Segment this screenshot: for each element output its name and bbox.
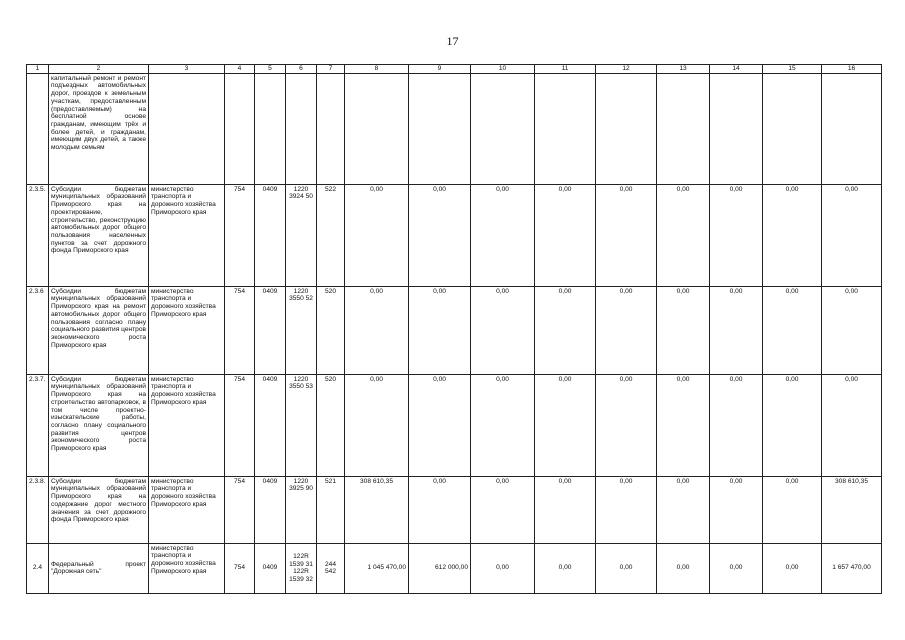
- amount-cell: 308 610,35: [345, 476, 409, 543]
- table-row: [27, 543, 882, 593]
- amount-cell: 0,00: [710, 286, 763, 374]
- amount-cell: 0,00: [657, 184, 710, 286]
- amount-cell: 0,00: [657, 374, 710, 476]
- amount-cell: 0,00: [596, 543, 657, 593]
- amount-cell: 0,00: [763, 476, 822, 543]
- column-header: 14: [710, 65, 763, 74]
- section-code: 0409: [255, 476, 286, 543]
- amount-cell: 0,00: [763, 374, 822, 476]
- amount-cell: 0,00: [596, 286, 657, 374]
- grbs-code: 754: [225, 476, 255, 543]
- amount-cell: 0,00: [471, 476, 535, 543]
- target-article: [286, 73, 317, 184]
- grbs-code: [225, 73, 255, 184]
- amount-cell: 0,00: [409, 286, 471, 374]
- amount-cell: 0,00: [657, 286, 710, 374]
- amount-cell: 0,00: [710, 543, 763, 593]
- expense-type: 520: [317, 286, 345, 374]
- activity-name: Субсидии бюджетам муниципальных образований Приморского края на строительство автопарковок, в том числе проектно-изыскательские работы, согласно плану социального развития центров экономического роста Приморского края: [49, 374, 149, 476]
- column-header: 4: [225, 65, 255, 74]
- activity-name: Субсидии бюджетам муниципальных образований Приморского края на содержание дорог местного значения за счет дорожного фонда Приморского края: [49, 476, 149, 543]
- target-article: 122R 1539 31 122R 1539 32: [286, 543, 317, 593]
- amount-cell: [471, 73, 535, 184]
- column-header: 12: [596, 65, 657, 74]
- amount-cell: 0,00: [596, 184, 657, 286]
- column-header: 16: [822, 65, 882, 74]
- amount-cell: 0,00: [763, 286, 822, 374]
- table-row: [27, 286, 882, 374]
- budget-table: [26, 64, 882, 594]
- row-number: 2.3.7.: [27, 374, 49, 476]
- expense-type: 521: [317, 476, 345, 543]
- expense-type: [317, 73, 345, 184]
- column-header: 8: [345, 65, 409, 74]
- amount-cell: 0,00: [657, 543, 710, 593]
- table-row: [27, 374, 882, 476]
- target-article: 1220 3924 50: [286, 184, 317, 286]
- amount-cell: 0,00: [345, 374, 409, 476]
- amount-cell: 0,00: [345, 184, 409, 286]
- executor: министерство транспорта и дорожного хозяйства Приморского края: [149, 543, 225, 593]
- column-number-row: [27, 65, 882, 74]
- amount-cell: 0,00: [471, 543, 535, 593]
- grbs-code: 754: [225, 286, 255, 374]
- activity-name: капитальный ремонт и ремонт подъездных автомобильных дорог, проездов к земельным участкам, предоставленным (предоставляемым) на бесплатной основе гражданам, имеющим трёх и более детей, и гражданам, имеющим двух детей, а также молодым семьям: [49, 73, 149, 184]
- amount-cell: 1 657 470,00: [822, 543, 882, 593]
- executor: министерство транспорта и дорожного хозяйства Приморского края: [149, 286, 225, 374]
- amount-cell: 0,00: [710, 184, 763, 286]
- amount-cell: 0,00: [710, 374, 763, 476]
- amount-cell: 308 610,35: [822, 476, 882, 543]
- amount-cell: 0,00: [822, 184, 882, 286]
- executor: [149, 73, 225, 184]
- activity-name: Федеральный проект "Дорожная сеть": [49, 543, 149, 593]
- target-article: 1220 3925 90: [286, 476, 317, 543]
- grbs-code: 754: [225, 184, 255, 286]
- amount-cell: 0,00: [710, 476, 763, 543]
- amount-cell: [345, 73, 409, 184]
- amount-cell: [763, 73, 822, 184]
- amount-cell: 0,00: [409, 374, 471, 476]
- column-header: 7: [317, 65, 345, 74]
- amount-cell: 0,00: [535, 286, 596, 374]
- amount-cell: 0,00: [409, 184, 471, 286]
- expense-type: 520: [317, 374, 345, 476]
- column-header: 3: [149, 65, 225, 74]
- amount-cell: [409, 73, 471, 184]
- grbs-code: 754: [225, 374, 255, 476]
- table-row: [27, 476, 882, 543]
- table-row: [27, 184, 882, 286]
- amount-cell: 0,00: [345, 286, 409, 374]
- page-number: 17: [446, 34, 459, 48]
- amount-cell: 0,00: [535, 374, 596, 476]
- section-code: 0409: [255, 374, 286, 476]
- column-header: 15: [763, 65, 822, 74]
- amount-cell: 0,00: [471, 286, 535, 374]
- column-header: 13: [657, 65, 710, 74]
- table-row: [27, 73, 882, 184]
- section-code: 0409: [255, 184, 286, 286]
- amount-cell: 0,00: [657, 476, 710, 543]
- amount-cell: 0,00: [822, 374, 882, 476]
- column-header: 11: [535, 65, 596, 74]
- row-number: 2.3.6: [27, 286, 49, 374]
- target-article: 1220 3550 53: [286, 374, 317, 476]
- amount-cell: [822, 73, 882, 184]
- amount-cell: 0,00: [596, 476, 657, 543]
- section-code: 0409: [255, 543, 286, 593]
- amount-cell: 0,00: [535, 476, 596, 543]
- column-header: 6: [286, 65, 317, 74]
- amount-cell: [535, 73, 596, 184]
- activity-name: Субсидии бюджетам муниципальных образований Приморского края на ремонт автомобильных дорог общего пользования согласно плану социального развития центров экономического роста Приморского края: [49, 286, 149, 374]
- activity-name: Субсидии бюджетам муниципальных образований Приморского края на проектирование, строительство, реконструкцию автомобильных дорог общего пользования населенных пунктов за счет дорожного фонда Приморского края: [49, 184, 149, 286]
- executor: министерство транспорта и дорожного хозяйства Приморского края: [149, 476, 225, 543]
- amount-cell: 0,00: [535, 184, 596, 286]
- executor: министерство транспорта и дорожного хозяйства Приморского края: [149, 184, 225, 286]
- amount-cell: 0,00: [822, 286, 882, 374]
- column-header: 5: [255, 65, 286, 74]
- amount-cell: 612 000,00: [409, 543, 471, 593]
- amount-cell: [657, 73, 710, 184]
- grbs-code: 754: [225, 543, 255, 593]
- amount-cell: 1 045 470,00: [345, 543, 409, 593]
- expense-type: 244 542: [317, 543, 345, 593]
- column-header: 10: [471, 65, 535, 74]
- amount-cell: 0,00: [763, 543, 822, 593]
- target-article: 1220 3550 52: [286, 286, 317, 374]
- row-number: [27, 73, 49, 184]
- amount-cell: 0,00: [763, 184, 822, 286]
- amount-cell: 0,00: [409, 476, 471, 543]
- amount-cell: 0,00: [471, 184, 535, 286]
- amount-cell: 0,00: [471, 374, 535, 476]
- column-header: 2: [49, 65, 149, 74]
- amount-cell: [710, 73, 763, 184]
- row-number: 2.3.8.: [27, 476, 49, 543]
- section-code: [255, 73, 286, 184]
- executor: министерство транспорта и дорожного хозяйства Приморского края: [149, 374, 225, 476]
- amount-cell: 0,00: [535, 543, 596, 593]
- row-number: 2.4: [27, 543, 49, 593]
- amount-cell: 0,00: [596, 374, 657, 476]
- expense-type: 522: [317, 184, 345, 286]
- column-header: 1: [27, 65, 49, 74]
- section-code: 0409: [255, 286, 286, 374]
- amount-cell: [596, 73, 657, 184]
- row-number: 2.3.5.: [27, 184, 49, 286]
- column-header: 9: [409, 65, 471, 74]
